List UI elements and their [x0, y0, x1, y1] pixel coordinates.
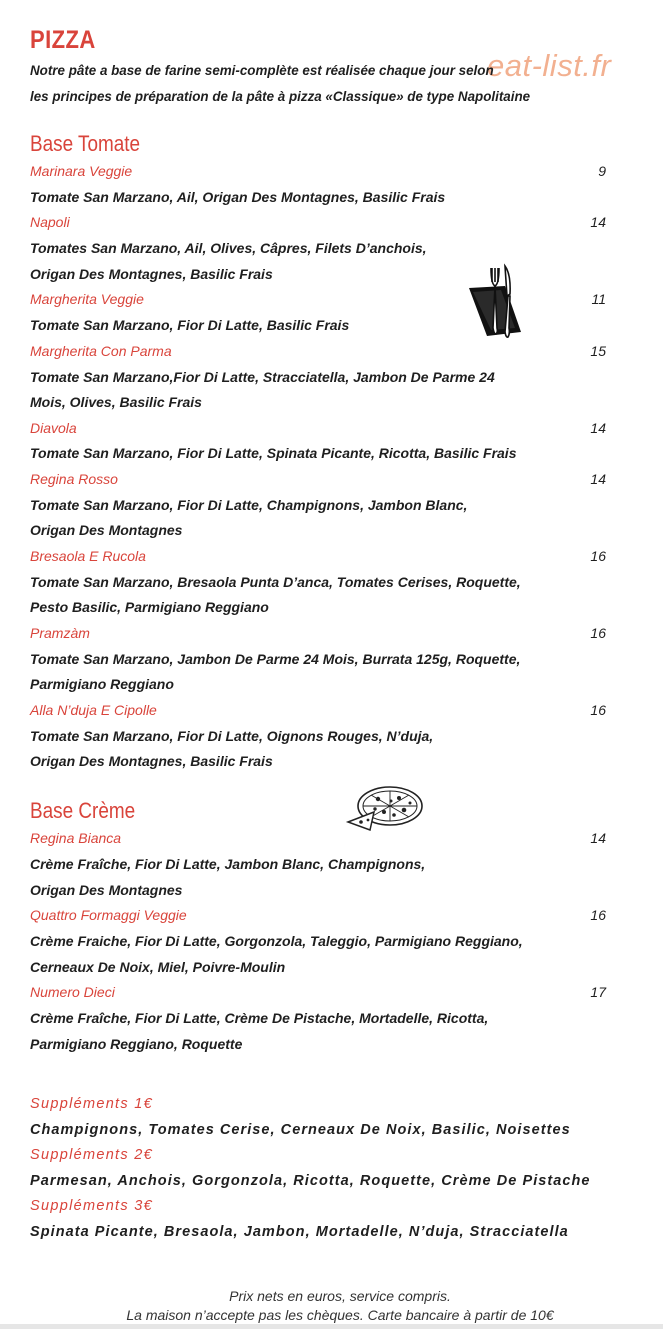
item-name: Pramzàm [30, 625, 90, 641]
item-desc: Origan Des Montagnes, Basilic Frais [30, 266, 273, 282]
item-name: Margherita Veggie [30, 291, 144, 307]
item-price: 14 [590, 420, 606, 436]
item-desc: Crème Fraîche, Fior Di Latte, Crème De Pistache, Mortadelle, Ricotta, [30, 1010, 489, 1026]
supplement-label: Suppléments 2€ [30, 1147, 153, 1163]
supplement-label: Suppléments 3€ [30, 1198, 153, 1214]
item-desc: Tomate San Marzano, Ail, Origan Des Montagnes, Basilic Frais [30, 189, 446, 205]
item-desc: Tomate San Marzano, Bresaola Punta D’anca, Tomates Cerises, Roquette, [30, 574, 521, 590]
item-name: Quattro Formaggi Veggie [30, 907, 187, 923]
item-desc: Origan Des Montagnes [30, 522, 183, 538]
item-price: 9 [598, 163, 606, 179]
pizza-icon [344, 782, 426, 834]
item-desc: Crème Fraîche, Fior Di Latte, Jambon Blanc, Champignons, [30, 856, 426, 872]
item-desc: Tomate San Marzano,Fior Di Latte, Stracciatella, Jambon De Parme 24 [30, 369, 495, 385]
cutlery-icon [465, 262, 537, 340]
item-name: Regina Rosso [30, 471, 118, 487]
watermark: eat-list.fr [487, 48, 612, 83]
item-price: 11 [591, 291, 606, 307]
item-name: Regina Bianca [30, 830, 122, 846]
section-title-base-tomate: Base Tomate [30, 131, 141, 156]
item-name: Diavola [30, 420, 77, 436]
item-desc: Cerneaux De Noix, Miel, Poivre-Moulin [30, 959, 286, 975]
section-title-base-creme: Base Crème [30, 798, 136, 823]
item-desc: Pesto Basilic, Parmigiano Reggiano [30, 599, 269, 615]
supplement-label: Suppléments 1€ [30, 1096, 153, 1112]
item-price: 14 [590, 830, 606, 846]
intro-line-2: les principes de préparation de la pâte à pizza «Classique» de type Napolitaine [30, 89, 531, 104]
item-name: Numero Dieci [30, 984, 115, 1000]
item-desc: Tomate San Marzano, Fior Di Latte, Basilic Frais [30, 317, 350, 333]
item-desc: Mois, Olives, Basilic Frais [30, 394, 202, 410]
item-desc: Crème Fraiche, Fior Di Latte, Gorgonzola, Taleggio, Parmigiano Reggiano, [30, 933, 523, 949]
item-name: Napoli [30, 214, 70, 230]
item-price: 17 [590, 984, 606, 1000]
supplement-items: Parmesan, Anchois, Gorgonzola, Ricotta, Roquette, Crème De Pistache [30, 1173, 591, 1189]
footer-line-1: Prix nets en euros, service compris. [229, 1288, 451, 1304]
item-desc: Tomate San Marzano, Jambon De Parme 24 Mois, Burrata 125g, Roquette, [30, 651, 521, 667]
intro-line-1: Notre pâte a base de farine semi-complète est réalisée chaque jour selon [30, 63, 494, 78]
item-desc: Tomates San Marzano, Ail, Olives, Câpres, Filets D’anchois, [30, 240, 427, 256]
item-desc: Tomate San Marzano, Fior Di Latte, Champignons, Jambon Blanc, [30, 497, 468, 513]
item-name: Alla N’duja E Cipolle [30, 702, 157, 718]
item-name: Bresaola E Rucola [30, 548, 146, 564]
supplement-items: Spinata Picante, Bresaola, Jambon, Mortadelle, N’duja, Stracciatella [30, 1224, 569, 1240]
item-price: 16 [590, 548, 606, 564]
item-name: Margherita Con Parma [30, 343, 172, 359]
item-name: Marinara Veggie [30, 163, 133, 179]
item-price: 14 [590, 214, 606, 230]
item-price: 16 [590, 702, 606, 718]
item-desc: Origan Des Montagnes [30, 882, 183, 898]
item-price: 15 [590, 343, 606, 359]
bottom-border [0, 1324, 663, 1329]
item-price: 16 [590, 625, 606, 641]
page-title: PIZZA [30, 26, 96, 54]
supplement-items: Champignons, Tomates Cerise, Cerneaux De Noix, Basilic, Noisettes [30, 1122, 571, 1138]
item-desc: Tomate San Marzano, Fior Di Latte, Oignons Rouges, N’duja, [30, 728, 434, 744]
item-desc: Parmigiano Reggiano, Roquette [30, 1036, 243, 1052]
item-desc: Origan Des Montagnes, Basilic Frais [30, 753, 273, 769]
item-price: 14 [590, 471, 606, 487]
footer-line-2: La maison n’accepte pas les chèques. Carte bancaire à partir de 10€ [126, 1307, 554, 1323]
item-desc: Tomate San Marzano, Fior Di Latte, Spinata Picante, Ricotta, Basilic Frais [30, 445, 517, 461]
item-price: 16 [590, 907, 606, 923]
item-desc: Parmigiano Reggiano [30, 676, 174, 692]
